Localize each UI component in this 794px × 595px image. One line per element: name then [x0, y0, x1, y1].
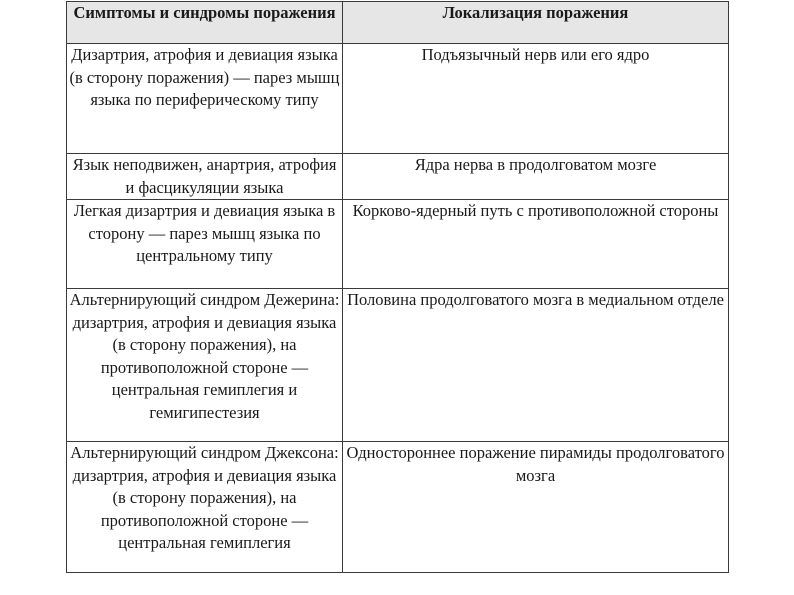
table-row [67, 44, 729, 154]
cell-symptoms: Альтернирующий синдром Дежерина: дизартрия, атрофия и девиация языка (в сторону поражения), на противоположной стороне — центральная гемиплегия и гемигипестезия [67, 289, 343, 442]
cell-localization: Корково-ядерный путь с противоположной стороны [343, 200, 729, 289]
cell-localization: Подъязычный нерв или его ядро [343, 44, 729, 154]
cell-symptoms: Альтернирующий синдром Джексона: дизартрия, атрофия и девиация языка (в сторону поражения), на противоположной стороне — центральная гемиплегия [67, 442, 343, 573]
cell-localization: Ядра нерва в продолговатом мозге [343, 154, 729, 200]
table-header-row [67, 2, 729, 44]
table-row [67, 442, 729, 573]
header-localization: Локализация поражения [343, 2, 729, 44]
syndromes-table [66, 1, 729, 573]
table-row [67, 200, 729, 289]
cell-localization: Половина продолговатого мозга в медиальном отделе [343, 289, 729, 442]
table-row [67, 154, 729, 200]
cell-symptoms: Дизартрия, атрофия и девиация языка (в сторону поражения) — парез мышц языка по периферическому типу [67, 44, 343, 154]
table-row [67, 289, 729, 442]
cell-localization: Одностороннее поражение пирамиды продолговатого мозга [343, 442, 729, 573]
header-symptoms: Симптомы и синдромы поражения [67, 2, 343, 44]
syndromes-table-container [66, 1, 728, 573]
cell-symptoms: Язык неподвижен, анартрия, атрофия и фасцикуляции языка [67, 154, 343, 200]
cell-symptoms: Легкая дизартрия и девиация языка в сторону — парез мышц языка по центральному типу [67, 200, 343, 289]
